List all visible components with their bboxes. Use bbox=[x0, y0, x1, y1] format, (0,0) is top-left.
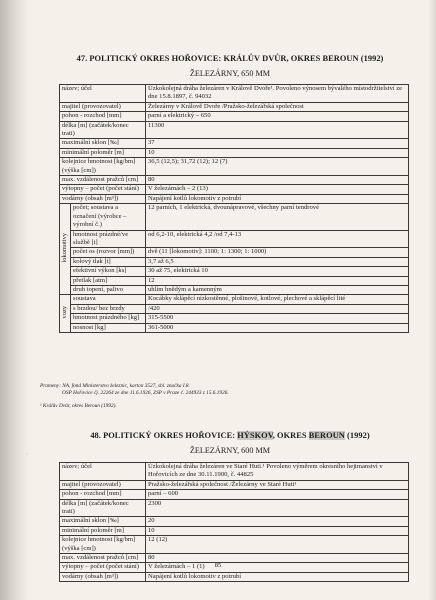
row-label: kolejnice hmotnost [kg/bm] (výška [cm]) bbox=[60, 158, 146, 176]
row-label: max. vzdálenost pražců [cm] bbox=[60, 554, 146, 563]
row-value: 3,7 až 6,5 bbox=[146, 257, 409, 266]
table-row bbox=[60, 257, 409, 266]
row-value: Železárny v Králově Dvoře /Pražsko-železářská společnost bbox=[146, 102, 409, 111]
table-row bbox=[60, 526, 409, 535]
row-value: 36,5 (12,5); 31,72 (12); 12 (7) bbox=[146, 158, 409, 176]
wagons-label-text: vozy bbox=[60, 305, 68, 319]
row-value: /420 bbox=[146, 304, 409, 313]
section-47-footnote: ¹ Králův Dvůr, okres Beroun (1992). bbox=[40, 403, 117, 409]
section-48-subtitle: ŽELEZÁRNY, 600 MM bbox=[189, 446, 271, 455]
row-label: pohon - rozchod [mm] bbox=[60, 112, 146, 121]
row-value: 37 bbox=[146, 139, 409, 148]
table-row bbox=[60, 536, 409, 554]
table-row bbox=[60, 323, 409, 332]
row-label: délka [m] (začátek/konec trati) bbox=[60, 121, 146, 139]
row-value: 12 (12) bbox=[146, 536, 409, 554]
row-value: Úzkokolejná dráha železáren ve Staré Huti.¹ Povoleno výměrem okresního hejtmanství v Hořovicích ze dne 30.11.1900, č. 44825 bbox=[146, 463, 409, 481]
section-48-title bbox=[40, 431, 420, 440]
row-value: uhlím hnědým a kamenným bbox=[146, 285, 409, 294]
row-value: od 6,2-10, elektrická 4,2 /od 7,4-13 bbox=[146, 230, 409, 248]
table-row bbox=[60, 276, 409, 285]
table-row bbox=[60, 85, 409, 103]
margin-mark: · bbox=[26, 452, 28, 458]
row-label: maximální sklon [‰] bbox=[60, 517, 146, 526]
row-label: majitel (provozovatel) bbox=[60, 102, 146, 111]
table-row bbox=[60, 148, 409, 157]
table-row bbox=[60, 490, 409, 499]
table-row bbox=[60, 480, 409, 489]
table-row bbox=[60, 230, 409, 248]
table-row bbox=[60, 139, 409, 148]
row-value: 30 až 75, elektrická 10 bbox=[146, 267, 409, 276]
table-row bbox=[60, 185, 409, 194]
sources-line-2: OSP Hořovice čj. 22264 ze dne 11.6.1926, ZSP v Praze č. 244933 z 15.6.1926. bbox=[62, 390, 229, 396]
table-row bbox=[60, 295, 409, 304]
locomotives-label-text: lokomotivy bbox=[60, 232, 68, 263]
section-48-title-mid: , OKRES bbox=[272, 431, 309, 440]
row-value: V železárnách – 2 (13) bbox=[146, 185, 409, 194]
table-row bbox=[60, 194, 409, 203]
section-47-subtitle: ŽELEZÁRNY, 650 MM bbox=[189, 69, 271, 78]
locomotives-group-label bbox=[60, 204, 71, 295]
section-48-title-end: (1992) bbox=[344, 431, 370, 440]
row-label: hmotnost prázdné/ve službě [t] bbox=[71, 230, 146, 248]
section-48-title-start: 48. POLITICKÝ OKRES HOŘOVICE: bbox=[90, 431, 238, 440]
table-row bbox=[60, 158, 409, 176]
row-value: 10 bbox=[146, 148, 409, 157]
row-label: pohon - rozchod [mm] bbox=[60, 490, 146, 499]
table-row bbox=[60, 572, 409, 581]
row-label: minimální poloměr [m] bbox=[60, 526, 146, 535]
row-label: maximální sklon [‰] bbox=[60, 139, 146, 148]
table-row bbox=[60, 102, 409, 111]
highlight-beroun: BEROUN bbox=[308, 431, 345, 440]
row-label: vodárny (obsah [m³]) bbox=[60, 572, 146, 581]
row-label: majitel (provozovatel) bbox=[60, 480, 146, 489]
row-value: Pražsko-železářská společnost /Železárny ve Staré Huti¹ bbox=[146, 480, 409, 489]
row-label: název; účel bbox=[60, 463, 146, 481]
row-value: Napájení kotlů lokomotiv z potrubí bbox=[146, 572, 409, 581]
row-value: Napájení kotlů lokomotiv z potrubí bbox=[146, 194, 409, 203]
sources-line-1: Prameny: NA, fond Ministerstvo železnic, karton 3527, sbl. značka I.8. bbox=[40, 383, 190, 389]
table-row bbox=[60, 112, 409, 121]
row-label: počet os (rozvor [mm]) bbox=[71, 248, 146, 257]
row-value: 12 parních, 1 elektrická, dvounápravové, všechny parní tendrové bbox=[146, 204, 409, 230]
row-value: 11300 bbox=[146, 121, 409, 139]
row-value: 361-5000 bbox=[146, 323, 409, 332]
row-value: 12 bbox=[146, 276, 409, 285]
row-value: 10 bbox=[146, 526, 409, 535]
row-label: druh topení, palivo bbox=[71, 285, 146, 294]
row-label: přetlak [atm] bbox=[71, 276, 146, 285]
table-row bbox=[60, 314, 409, 323]
page-number: 85 bbox=[214, 562, 222, 569]
section-47-title: 47. POLITICKÝ OKRES HOŘOVICE: KRÁLŮV DVŮR, OKRES BEROUN (1992) bbox=[76, 54, 384, 63]
row-value: 20 bbox=[146, 517, 409, 526]
row-value: parní a elektrický – 650 bbox=[146, 112, 409, 121]
table-row bbox=[60, 304, 409, 313]
row-label: soustava bbox=[71, 295, 146, 304]
row-value: 80 bbox=[146, 176, 409, 185]
table-row bbox=[60, 463, 409, 481]
table-row bbox=[60, 121, 409, 139]
row-value: parní – 600 bbox=[146, 490, 409, 499]
section-47-table bbox=[59, 84, 409, 333]
row-label: minimální poloměr [m] bbox=[60, 148, 146, 157]
row-label: efektivní výkon [ks] bbox=[71, 267, 146, 276]
wagons-group-label bbox=[60, 295, 71, 333]
row-label: vodárny (obsah [m³]) bbox=[60, 194, 146, 203]
row-label: s brzdou/ bez brzdy bbox=[71, 304, 146, 313]
row-value: 2300 bbox=[146, 499, 409, 517]
row-value: Kocábky sklápěcí nízkostěnné, plošinové, kotlové, plechové a sklápěcí lité bbox=[146, 295, 409, 304]
table-row bbox=[60, 176, 409, 185]
row-value: Úzkokolejná dráha železáren v Králově Dvoře¹. Povoleno výnosem bývalého místodržitelství ze dne 15.8.1897, č. 94032 bbox=[146, 85, 409, 103]
row-label: délka [m] (začátek/konec trati) bbox=[60, 499, 146, 517]
row-label: kolový tlak [t] bbox=[71, 257, 146, 266]
row-label: kolejnice hmotnost [kg/bm] (výška [cm]) bbox=[60, 536, 146, 554]
row-value: dvě (11 [lokomotiv]: 1100; 1: 1300; 1: 1000) bbox=[146, 248, 409, 257]
row-label: počet; soustava a označení (výrobce – výrobní č.) bbox=[71, 204, 146, 230]
section-47-sources bbox=[40, 383, 420, 397]
highlight-hyskov: HÝSKOV bbox=[237, 431, 273, 440]
row-label: max. vzdálenost pražců [cm] bbox=[60, 176, 146, 185]
row-label: nosnost [kg] bbox=[71, 323, 146, 332]
table-row bbox=[60, 499, 409, 517]
table-row bbox=[60, 517, 409, 526]
row-value: V železárnách – 1 (1) bbox=[146, 563, 409, 572]
row-label: hmotnost prázdného [kg] bbox=[71, 314, 146, 323]
table-row bbox=[60, 285, 409, 294]
table-row bbox=[60, 204, 409, 230]
row-label: název; účel bbox=[60, 85, 146, 103]
row-label: výtopny – počet (počet stání) bbox=[60, 563, 146, 572]
row-value: 80 bbox=[146, 554, 409, 563]
row-label: výtopny – počet (počet stání) bbox=[60, 185, 146, 194]
row-value: 315-5500 bbox=[146, 314, 409, 323]
table-row bbox=[60, 248, 409, 257]
table-row bbox=[60, 267, 409, 276]
